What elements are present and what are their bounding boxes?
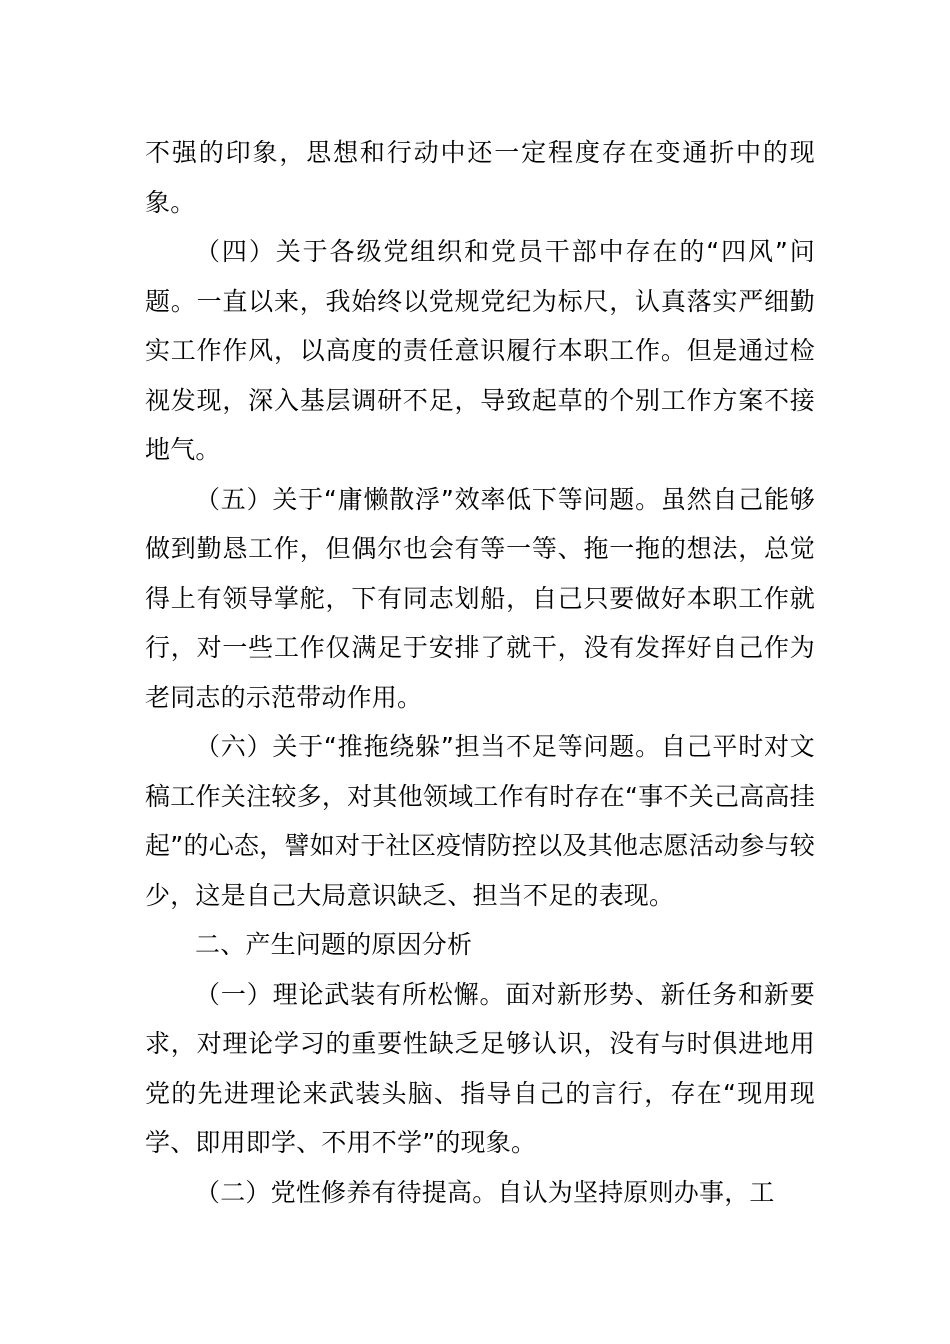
document-body <box>145 128 815 1217</box>
paragraph-item-five: （五）关于“庸懒散浮”效率低下等问题。虽然自己能够做到勤恳工作，但偶尔也会有等一等、拖一拖的想法，总觉得上有领导掌舵，下有同志划船，自己只要做好本职工作就行，对一些工作仅满足于安排了就干，没有发挥好自己作为老同志的示范带动作用。 <box>145 484 815 712</box>
paragraph-item-four: （四）关于各级党组织和党员干部中存在的“四风”问题。一直以来，我始终以党规党纪为标尺，认真落实严细勤实工作作风，以高度的责任意识履行本职工作。但是通过检视发现，深入基层调研不足，导致起草的个别工作方案不接地气。 <box>145 237 815 464</box>
paragraph-cause-two: （二）党性修养有待提高。自认为坚持原则办事，工 <box>195 1177 775 1207</box>
paragraph-item-six: （六）关于“推拖绕躲”担当不足等问题。自己平时对文稿工作关注较多，对其他领域工作有时存在“事不关己高高挂起”的心态，譬如对于社区疫情防控以及其他志愿活动参与较少，这是自己大局意识缺乏、担当不足的表现。 <box>145 732 815 910</box>
paragraph-continuation: 不强的印象，思想和行动中还一定程度存在变通折中的现象。 <box>145 138 815 217</box>
paragraph-cause-one: （一）理论武装有所松懈。面对新形势、新任务和新要求，对理论学习的重要性缺乏足够认识，没有与时俱进地用党的先进理论来武装头脑、指导自己的言行，存在“现用现学、即用即学、不用不学”的现象。 <box>145 979 815 1157</box>
section-heading-cause-analysis: 二、产生问题的原因分析 <box>195 930 473 959</box>
